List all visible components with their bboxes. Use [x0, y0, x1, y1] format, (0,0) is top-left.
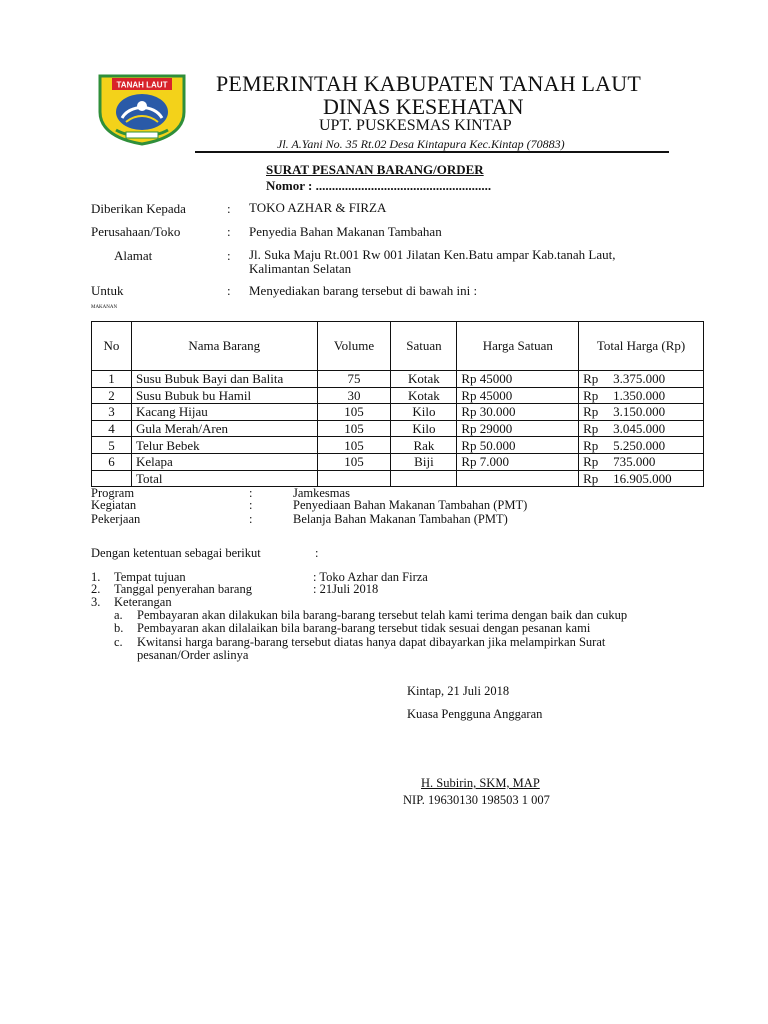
cell-empty: [391, 470, 457, 487]
header-total-harga: Total Harga (Rp): [579, 322, 704, 371]
currency-label: Rp: [583, 437, 599, 453]
header-no: No: [92, 322, 132, 371]
table-row: [92, 420, 704, 437]
currency-label: Rp: [583, 470, 599, 486]
info-colon: :: [227, 283, 231, 298]
info-value-perusahaan: Penyedia Bahan Makanan Tambahan: [249, 224, 442, 239]
info-label-diberikan: Diberikan Kepada: [91, 201, 186, 216]
cell-total: [579, 404, 704, 421]
info-label-alamat: Alamat: [114, 248, 153, 263]
cell-no: 4: [92, 420, 132, 437]
cell-volume: 105: [317, 437, 391, 454]
ketentuan-value-2: : 21Juli 2018: [313, 582, 379, 596]
table-row: [92, 437, 704, 454]
cell-no: 6: [92, 453, 132, 470]
cell-total: [579, 420, 704, 437]
info-label-untuk: Untuk: [91, 283, 124, 298]
cell-harga: Rp 45000: [457, 387, 579, 404]
info-value-untuk: Menyediakan barang tersebut di bawah ini :: [249, 283, 478, 298]
info-label-perusahaan: Perusahaan/Toko: [91, 224, 181, 239]
ketentuan-intro: Dengan ketentuan sebagai berikut: [91, 546, 261, 560]
cell-empty: [92, 470, 132, 487]
tiny-note: MAKANAN: [91, 305, 118, 310]
info-value-alamat-2: Kalimantan Selatan: [249, 261, 352, 276]
total-value: 3.375.000: [613, 371, 666, 387]
signature-name: H. Subirin, SKM, MAP: [421, 776, 540, 790]
cell-satuan: Kilo: [391, 420, 457, 437]
letterhead-address: Jl. A.Yani No. 35 Rt.02 Desa Kintapura Kec.Kintap (70883): [277, 137, 565, 151]
cell-volume: 105: [317, 404, 391, 421]
ketentuan-num-3: 3.: [91, 595, 101, 609]
cell-satuan: Rak: [391, 437, 457, 454]
cell-grand-total: [579, 470, 704, 487]
cell-harga: Rp 45000: [457, 371, 579, 388]
total-value: 735.000: [613, 454, 656, 470]
total-value: 3.150.000: [613, 404, 666, 420]
cell-volume: 105: [317, 420, 391, 437]
cell-volume: 105: [317, 453, 391, 470]
cell-satuan: Kilo: [391, 404, 457, 421]
cell-no: 2: [92, 387, 132, 404]
logo-text: TANAH LAUT: [116, 80, 168, 90]
ketentuan-num-1: 1.: [91, 570, 101, 584]
ketentuan-value-1: : Toko Azhar dan Firza: [313, 570, 428, 584]
ketentuan-num-2: 2.: [91, 582, 101, 596]
cell-total: [579, 437, 704, 454]
info-value-alamat: Jl. Suka Maju Rt.001 Rw 001 Jilatan Ken.Batu ampar Kab.tanah Laut,: [249, 247, 616, 262]
currency-label: Rp: [583, 454, 599, 470]
program-colon: :: [249, 486, 253, 500]
table-row: [92, 453, 704, 470]
cell-nama: Gula Merah/Aren: [131, 420, 317, 437]
program-label: Program: [91, 486, 135, 500]
header-nama-barang: Nama Barang: [131, 322, 317, 371]
tanah-laut-logo: [96, 74, 188, 146]
program-value: Jamkesmas: [293, 486, 350, 500]
letterhead-divider: [195, 151, 669, 153]
pekerjaan-label: Pekerjaan: [91, 512, 141, 526]
ketentuan-label-1: Tempat tujuan: [114, 570, 186, 584]
cell-harga: Rp 30.000: [457, 404, 579, 421]
pekerjaan-value: Belanja Bahan Makanan Tambahan (PMT): [293, 512, 508, 526]
cell-nama: Telur Bebek: [131, 437, 317, 454]
cell-harga: Rp 29000: [457, 420, 579, 437]
cell-empty: [457, 470, 579, 487]
cell-satuan: Biji: [391, 453, 457, 470]
cell-no: 3: [92, 404, 132, 421]
signature-place-date: Kintap, 21 Juli 2018: [407, 684, 510, 698]
total-value: 1.350.000: [613, 387, 666, 403]
keterangan-text-c: Kwitansi harga barang-barang tersebut diatas hanya dapat dibayarkan jika melampirkan Surat: [137, 635, 606, 649]
total-value: 3.045.000: [613, 421, 666, 437]
table-row: [92, 387, 704, 404]
total-value: 5.250.000: [613, 437, 666, 453]
signature-role: Kuasa Pengguna Anggaran: [407, 707, 543, 721]
cell-nama: Susu Bubuk bu Hamil: [131, 387, 317, 404]
info-colon: :: [227, 201, 231, 216]
currency-label: Rp: [583, 387, 599, 403]
table-row: [92, 404, 704, 421]
letterhead-line-3: UPT. PUSKESMAS KINTAP: [319, 117, 512, 134]
cell-total: [579, 371, 704, 388]
cell-nama: Susu Bubuk Bayi dan Balita: [131, 371, 317, 388]
currency-label: Rp: [583, 371, 599, 387]
cell-empty: [317, 470, 391, 487]
cell-nama: Kelapa: [131, 453, 317, 470]
keterangan-letter-a: a.: [114, 608, 123, 622]
cell-nama: Kacang Hijau: [131, 404, 317, 421]
keterangan-text-b: Pembayaran akan dilalaikan bila barang-barang tersebut tidak sesuai dengan pesanan kami: [137, 621, 591, 635]
document-title: SURAT PESANAN BARANG/ORDER: [266, 162, 484, 177]
cell-no: 1: [92, 371, 132, 388]
keterangan-text-c-2: pesanan/Order aslinya: [137, 648, 249, 662]
table-total-row: [92, 470, 704, 487]
letterhead-line-2: DINAS KESEHATAN: [323, 94, 524, 119]
header-satuan: Satuan: [391, 322, 457, 371]
letterhead-line-1: PEMERINTAH KABUPATEN TANAH LAUT: [216, 71, 641, 96]
grand-total-value: 16.905.000: [613, 470, 672, 486]
cell-volume: 30: [317, 387, 391, 404]
table-row: [92, 371, 704, 388]
cell-total: [579, 387, 704, 404]
pekerjaan-colon: :: [249, 512, 253, 526]
keterangan-letter-c: c.: [114, 635, 123, 649]
cell-satuan: Kotak: [391, 387, 457, 404]
cell-satuan: Kotak: [391, 371, 457, 388]
info-value-diberikan: TOKO AZHAR & FIRZA: [249, 200, 387, 215]
header-volume: Volume: [317, 322, 391, 371]
info-colon: :: [227, 248, 231, 263]
keterangan-text-a: Pembayaran akan dilakukan bila barang-barang tersebut telah kami terima dengan baik dan cukup: [137, 608, 628, 622]
order-items-table: [91, 321, 704, 487]
kegiatan-label: Kegiatan: [91, 498, 137, 512]
currency-label: Rp: [583, 404, 599, 420]
kegiatan-colon: :: [249, 498, 253, 512]
info-colon: :: [227, 224, 231, 239]
document-number: Nomor : ......................................................: [266, 178, 492, 193]
keterangan-letter-b: b.: [114, 621, 124, 635]
signature-nip: NIP. 19630130 198503 1 007: [403, 793, 550, 807]
ketentuan-label-3: Keterangan: [114, 595, 172, 609]
ketentuan-label-2: Tanggal penyerahan barang: [114, 582, 252, 596]
total-label: Total: [131, 470, 317, 487]
ketentuan-intro-colon: :: [315, 546, 319, 560]
cell-harga: Rp 50.000: [457, 437, 579, 454]
cell-harga: Rp 7.000: [457, 453, 579, 470]
header-harga-satuan: Harga Satuan: [457, 322, 579, 371]
kegiatan-value: Penyediaan Bahan Makanan Tambahan (PMT): [293, 498, 528, 512]
cell-volume: 75: [317, 371, 391, 388]
cell-total: [579, 453, 704, 470]
table-header-row: [92, 322, 704, 371]
cell-no: 5: [92, 437, 132, 454]
currency-label: Rp: [583, 421, 599, 437]
